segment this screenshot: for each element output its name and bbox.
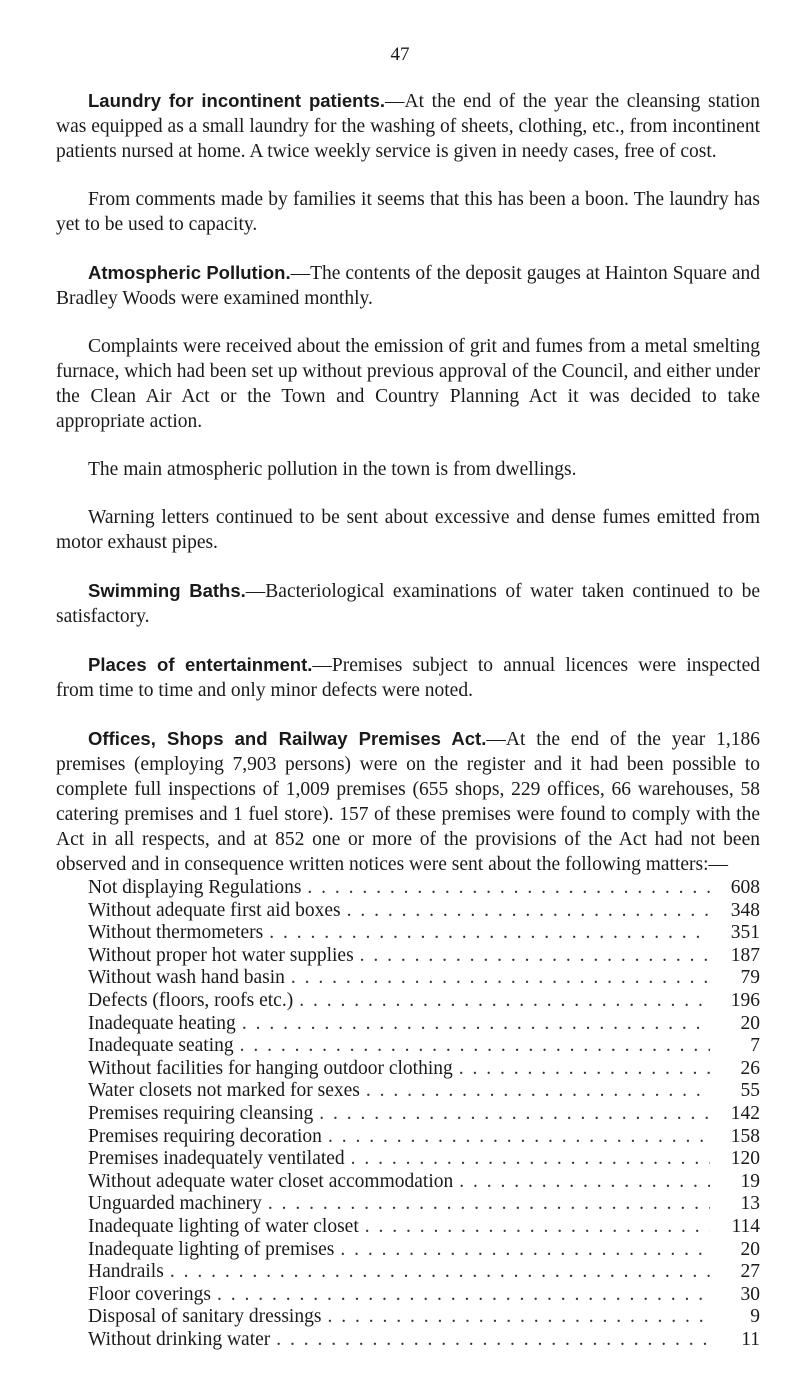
paragraph-text: Complaints were received about the emission of grit and fumes from a metal smelting furnace, which had been set up without previous approval of the Council, and either under the Clean Air Act or the Town and Country Planning Act it was decided to take appropriate action. xyxy=(56,336,760,432)
paragraph-text: The main atmospheric pollution in the town is from dwellings. xyxy=(88,459,577,480)
list-item xyxy=(88,1284,760,1307)
item-count: 142 xyxy=(730,1102,760,1124)
paragraph-text: —Bacteriological examinations of water taken continued to be satisfactory. xyxy=(56,581,760,627)
item-count: 348 xyxy=(730,899,760,921)
list-item xyxy=(88,1080,760,1103)
list-item xyxy=(88,900,760,923)
paragraph-text: —The contents of the deposit gauges at Hainton Square and Bradley Woods were examined monthly. xyxy=(56,263,760,309)
item-count: 79 xyxy=(740,967,760,989)
page-number: 47 xyxy=(390,44,410,65)
paragraph-places-of-entertainment xyxy=(56,652,760,703)
item-label: Premises requiring cleansing xyxy=(88,1102,314,1124)
list-item xyxy=(88,1103,760,1126)
paragraph-text: Warning letters continued to be sent about excessive and dense fumes emitted from motor exhaust pipes. xyxy=(56,507,760,553)
item-label: Without adequate water closet accommodation xyxy=(88,1170,454,1192)
item-count: 55 xyxy=(740,1080,760,1102)
paragraph-text: From comments made by families it seems that this has been a boon. The laundry has yet to be used to capacity. xyxy=(56,189,760,235)
page-body xyxy=(56,88,760,1351)
paragraph-laundry-comments xyxy=(56,187,760,237)
item-count: 158 xyxy=(730,1125,760,1147)
list-item xyxy=(88,1171,760,1194)
defects-list xyxy=(88,877,760,1351)
item-count: 19 xyxy=(740,1170,760,1192)
list-item xyxy=(88,877,760,900)
paragraph-main-pollution xyxy=(56,457,760,482)
item-label: Water closets not marked for sexes xyxy=(88,1080,360,1102)
paragraph-laundry xyxy=(56,88,760,164)
item-count: 608 xyxy=(730,877,760,898)
item-label: Inadequate seating xyxy=(88,1035,234,1057)
list-item xyxy=(88,967,760,990)
list-item xyxy=(88,1148,760,1171)
item-label: Disposal of sanitary dressings xyxy=(88,1306,322,1328)
list-item xyxy=(88,1329,760,1352)
heading-swimming-baths: Swimming Baths. xyxy=(88,580,246,601)
heading-places-of-entertainment: Places of entertainment. xyxy=(88,654,313,675)
item-label: Floor coverings xyxy=(88,1283,211,1305)
item-label: Not displaying Regulations xyxy=(88,877,302,898)
item-count: 7 xyxy=(750,1035,760,1057)
item-label: Premises requiring decoration xyxy=(88,1125,322,1147)
paragraph-text: —Premises subject to annual licences were inspected from time to time and only minor defects were noted. xyxy=(56,655,760,701)
item-label: Without wash hand basin xyxy=(88,967,285,989)
list-item xyxy=(88,1261,760,1284)
item-label: Inadequate lighting of water closet xyxy=(88,1215,359,1237)
list-item xyxy=(88,1239,760,1262)
list-item xyxy=(88,1216,760,1239)
item-label: Unguarded machinery xyxy=(88,1193,262,1215)
item-label: Inadequate heating xyxy=(88,1012,236,1034)
item-count: 27 xyxy=(740,1261,760,1283)
item-count: 26 xyxy=(740,1057,760,1079)
list-item xyxy=(88,1306,760,1329)
list-item xyxy=(88,990,760,1013)
item-count: 30 xyxy=(740,1283,760,1305)
list-item xyxy=(88,1058,760,1081)
list-item xyxy=(88,1193,760,1216)
item-count: 114 xyxy=(731,1215,760,1237)
heading-laundry: Laundry for incontinent patients. xyxy=(88,90,386,111)
paragraph-offices-shops xyxy=(56,726,760,877)
item-label: Defects (floors, roofs etc.) xyxy=(88,989,294,1011)
list-item xyxy=(88,945,760,968)
list-item xyxy=(88,1126,760,1149)
item-label: Premises inadequately ventilated xyxy=(88,1148,345,1170)
item-count: 20 xyxy=(740,1238,760,1260)
item-count: 120 xyxy=(730,1148,760,1170)
item-count: 11 xyxy=(741,1328,760,1350)
paragraph-text: —At the end of the year 1,186 premises (employing 7,903 persons) were on the register and it had been possible to complete full inspections of 1,009 premises (655 shops, 229 offices, 66 warehouses, 58 catering premises and 1 fuel store). 157 of these premises were found to comply with the Act in all respects, and at 852 one or more of the provisions of the Act had not been observed and in consequence written notices were sent about the following matters:— xyxy=(56,729,760,875)
item-label: Without facilities for hanging outdoor clothing xyxy=(88,1057,453,1079)
item-count: 196 xyxy=(730,989,760,1011)
item-label: Without drinking water xyxy=(88,1328,271,1350)
heading-atmospheric-pollution: Atmospheric Pollution. xyxy=(88,262,291,283)
paragraph-text: —At the end of the year the cleansing station was equipped as a small laundry for the washing of sheets, clothing, etc., from incontinent patients nursed at home. A twice weekly service is given in needy cases, free of cost. xyxy=(56,91,760,162)
item-label: Inadequate lighting of premises xyxy=(88,1238,335,1260)
list-item xyxy=(88,922,760,945)
list-item xyxy=(88,1035,760,1058)
item-count: 351 xyxy=(730,922,760,944)
item-count: 9 xyxy=(750,1306,760,1328)
item-count: 187 xyxy=(730,944,760,966)
paragraph-atmospheric-pollution xyxy=(56,260,760,311)
item-label: Without proper hot water supplies xyxy=(88,944,354,966)
item-label: Without adequate first aid boxes xyxy=(88,899,341,921)
item-label: Without thermometers xyxy=(88,922,264,944)
heading-offices-shops: Offices, Shops and Railway Premises Act. xyxy=(88,728,487,749)
item-label: Handrails xyxy=(88,1261,164,1283)
paragraph-warning-letters xyxy=(56,505,760,555)
list-item xyxy=(88,1013,760,1036)
item-count: 20 xyxy=(740,1012,760,1034)
paragraph-complaints xyxy=(56,334,760,434)
item-count: 13 xyxy=(740,1193,760,1215)
paragraph-swimming-baths xyxy=(56,578,760,629)
